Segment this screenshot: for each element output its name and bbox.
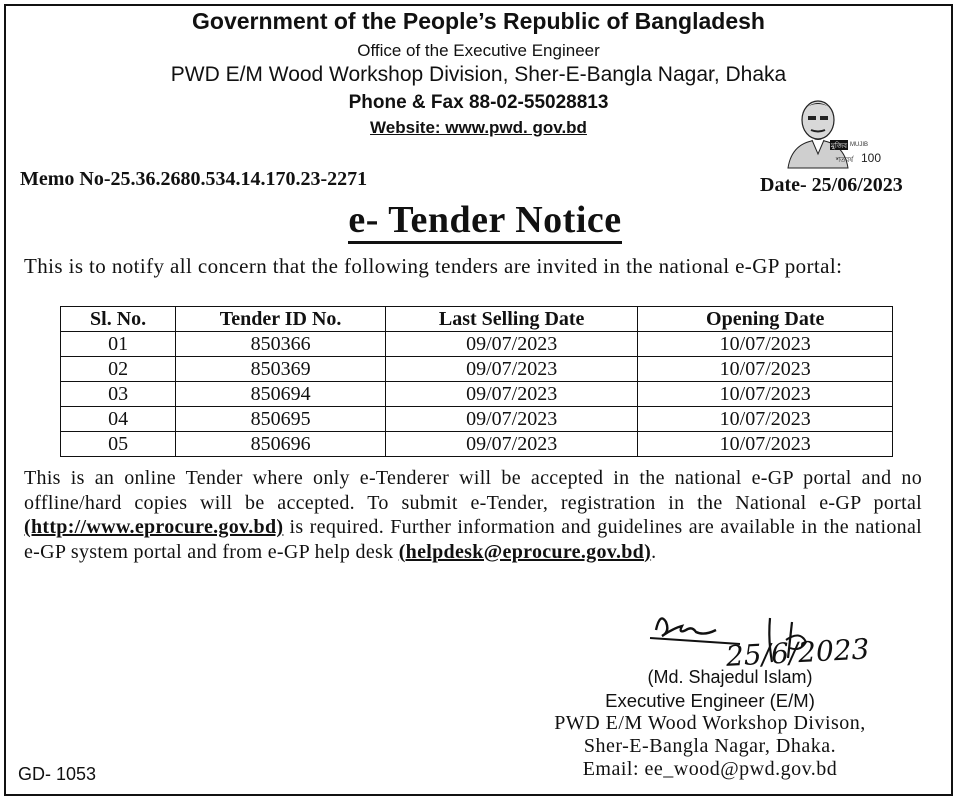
instructions-paragraph: This is an online Tender where only e-Tenderer will be accepted in the national e-GP portal and no offline/hard copies will be accepted. To submit e-Tender, registration in the National e-GP portal (http://www.eprocure.gov.bd) is required. Further information and guidelines are available in the national e-GP system portal and from e-GP help desk (helpdesk@eprocure.gov.bd). — [24, 467, 922, 563]
office-name: Office of the Executive Engineer — [357, 41, 600, 60]
mujib-100-logo-icon — [778, 90, 896, 170]
table-row — [61, 407, 893, 432]
table-cell: 850696 — [176, 432, 386, 457]
table-cell: 03 — [61, 382, 176, 407]
table-cell: 09/07/2023 — [385, 332, 638, 357]
table-cell: 850366 — [176, 332, 386, 357]
signatory-office: PWD E/M Wood Workshop Divison, — [554, 712, 866, 734]
logo-text-top: মুজিব — [831, 142, 848, 150]
table-cell: 850369 — [176, 357, 386, 382]
table-cell: 05 — [61, 432, 176, 457]
signature-date: 25/6/2023 — [725, 632, 871, 673]
column-header-tender-id: Tender ID No. — [176, 307, 386, 332]
eprocure-link[interactable]: (http://www.eprocure.gov.bd) — [24, 516, 284, 538]
tender-table — [60, 306, 893, 457]
table-header-row — [61, 307, 893, 332]
signatory-name: (Md. Shajedul Islam) — [647, 667, 813, 687]
signatory-designation: Executive Engineer (E/M) — [605, 690, 815, 711]
government-heading: Government of the People’s Republic of Bangladesh — [192, 8, 765, 34]
logo-text-side: MUJIB — [850, 142, 868, 148]
gd-number: GD- 1053 — [18, 764, 97, 784]
table-cell: 09/07/2023 — [385, 432, 638, 457]
table-cell: 10/07/2023 — [638, 407, 893, 432]
table-cell: 01 — [61, 332, 176, 357]
phone-fax: Phone & Fax 88-02-55028813 — [348, 92, 609, 113]
table-cell: 09/07/2023 — [385, 407, 638, 432]
table-cell: 09/07/2023 — [385, 357, 638, 382]
column-header-opening-date: Opening Date — [638, 307, 893, 332]
table-cell: 10/07/2023 — [638, 382, 893, 407]
notice-date: Date- 25/06/2023 — [760, 174, 903, 196]
memo-number: Memo No-25.36.2680.534.14.170.23-2271 — [20, 168, 368, 190]
table-cell: 850694 — [176, 382, 386, 407]
website: Website: www.pwd. gov.bd — [370, 118, 587, 137]
page-title: e- Tender Notice — [0, 198, 957, 242]
signatory-location: Sher-E-Bangla Nagar, Dhaka. — [583, 735, 837, 757]
intro-paragraph: This is to notify all concern that the following tenders are invited in the national e-GP portal: — [24, 254, 843, 278]
table-cell: 04 — [61, 407, 176, 432]
logo-text-bottom: শতবর্ষ — [836, 156, 854, 164]
table-row — [61, 332, 893, 357]
table-row — [61, 432, 893, 457]
table-cell: 02 — [61, 357, 176, 382]
column-header-serial: Sl. No. — [61, 307, 176, 332]
helpdesk-email-link[interactable]: (helpdesk@eprocure.gov.bd) — [398, 540, 652, 563]
logo-text-number: 100 — [861, 151, 882, 165]
column-header-last-selling-date: Last Selling Date — [385, 307, 638, 332]
table-cell: 10/07/2023 — [638, 357, 893, 382]
table-row — [61, 382, 893, 407]
table-cell: 10/07/2023 — [638, 432, 893, 457]
table-cell: 09/07/2023 — [385, 382, 638, 407]
signature-block — [500, 666, 920, 781]
table-cell: 850695 — [176, 407, 386, 432]
signatory-email: Email: ee_wood@pwd.gov.bd — [582, 758, 838, 780]
division-name: PWD E/M Wood Workshop Division, Sher-E-Bangla Nagar, Dhaka — [170, 63, 787, 86]
table-cell: 10/07/2023 — [638, 332, 893, 357]
table-row — [61, 357, 893, 382]
